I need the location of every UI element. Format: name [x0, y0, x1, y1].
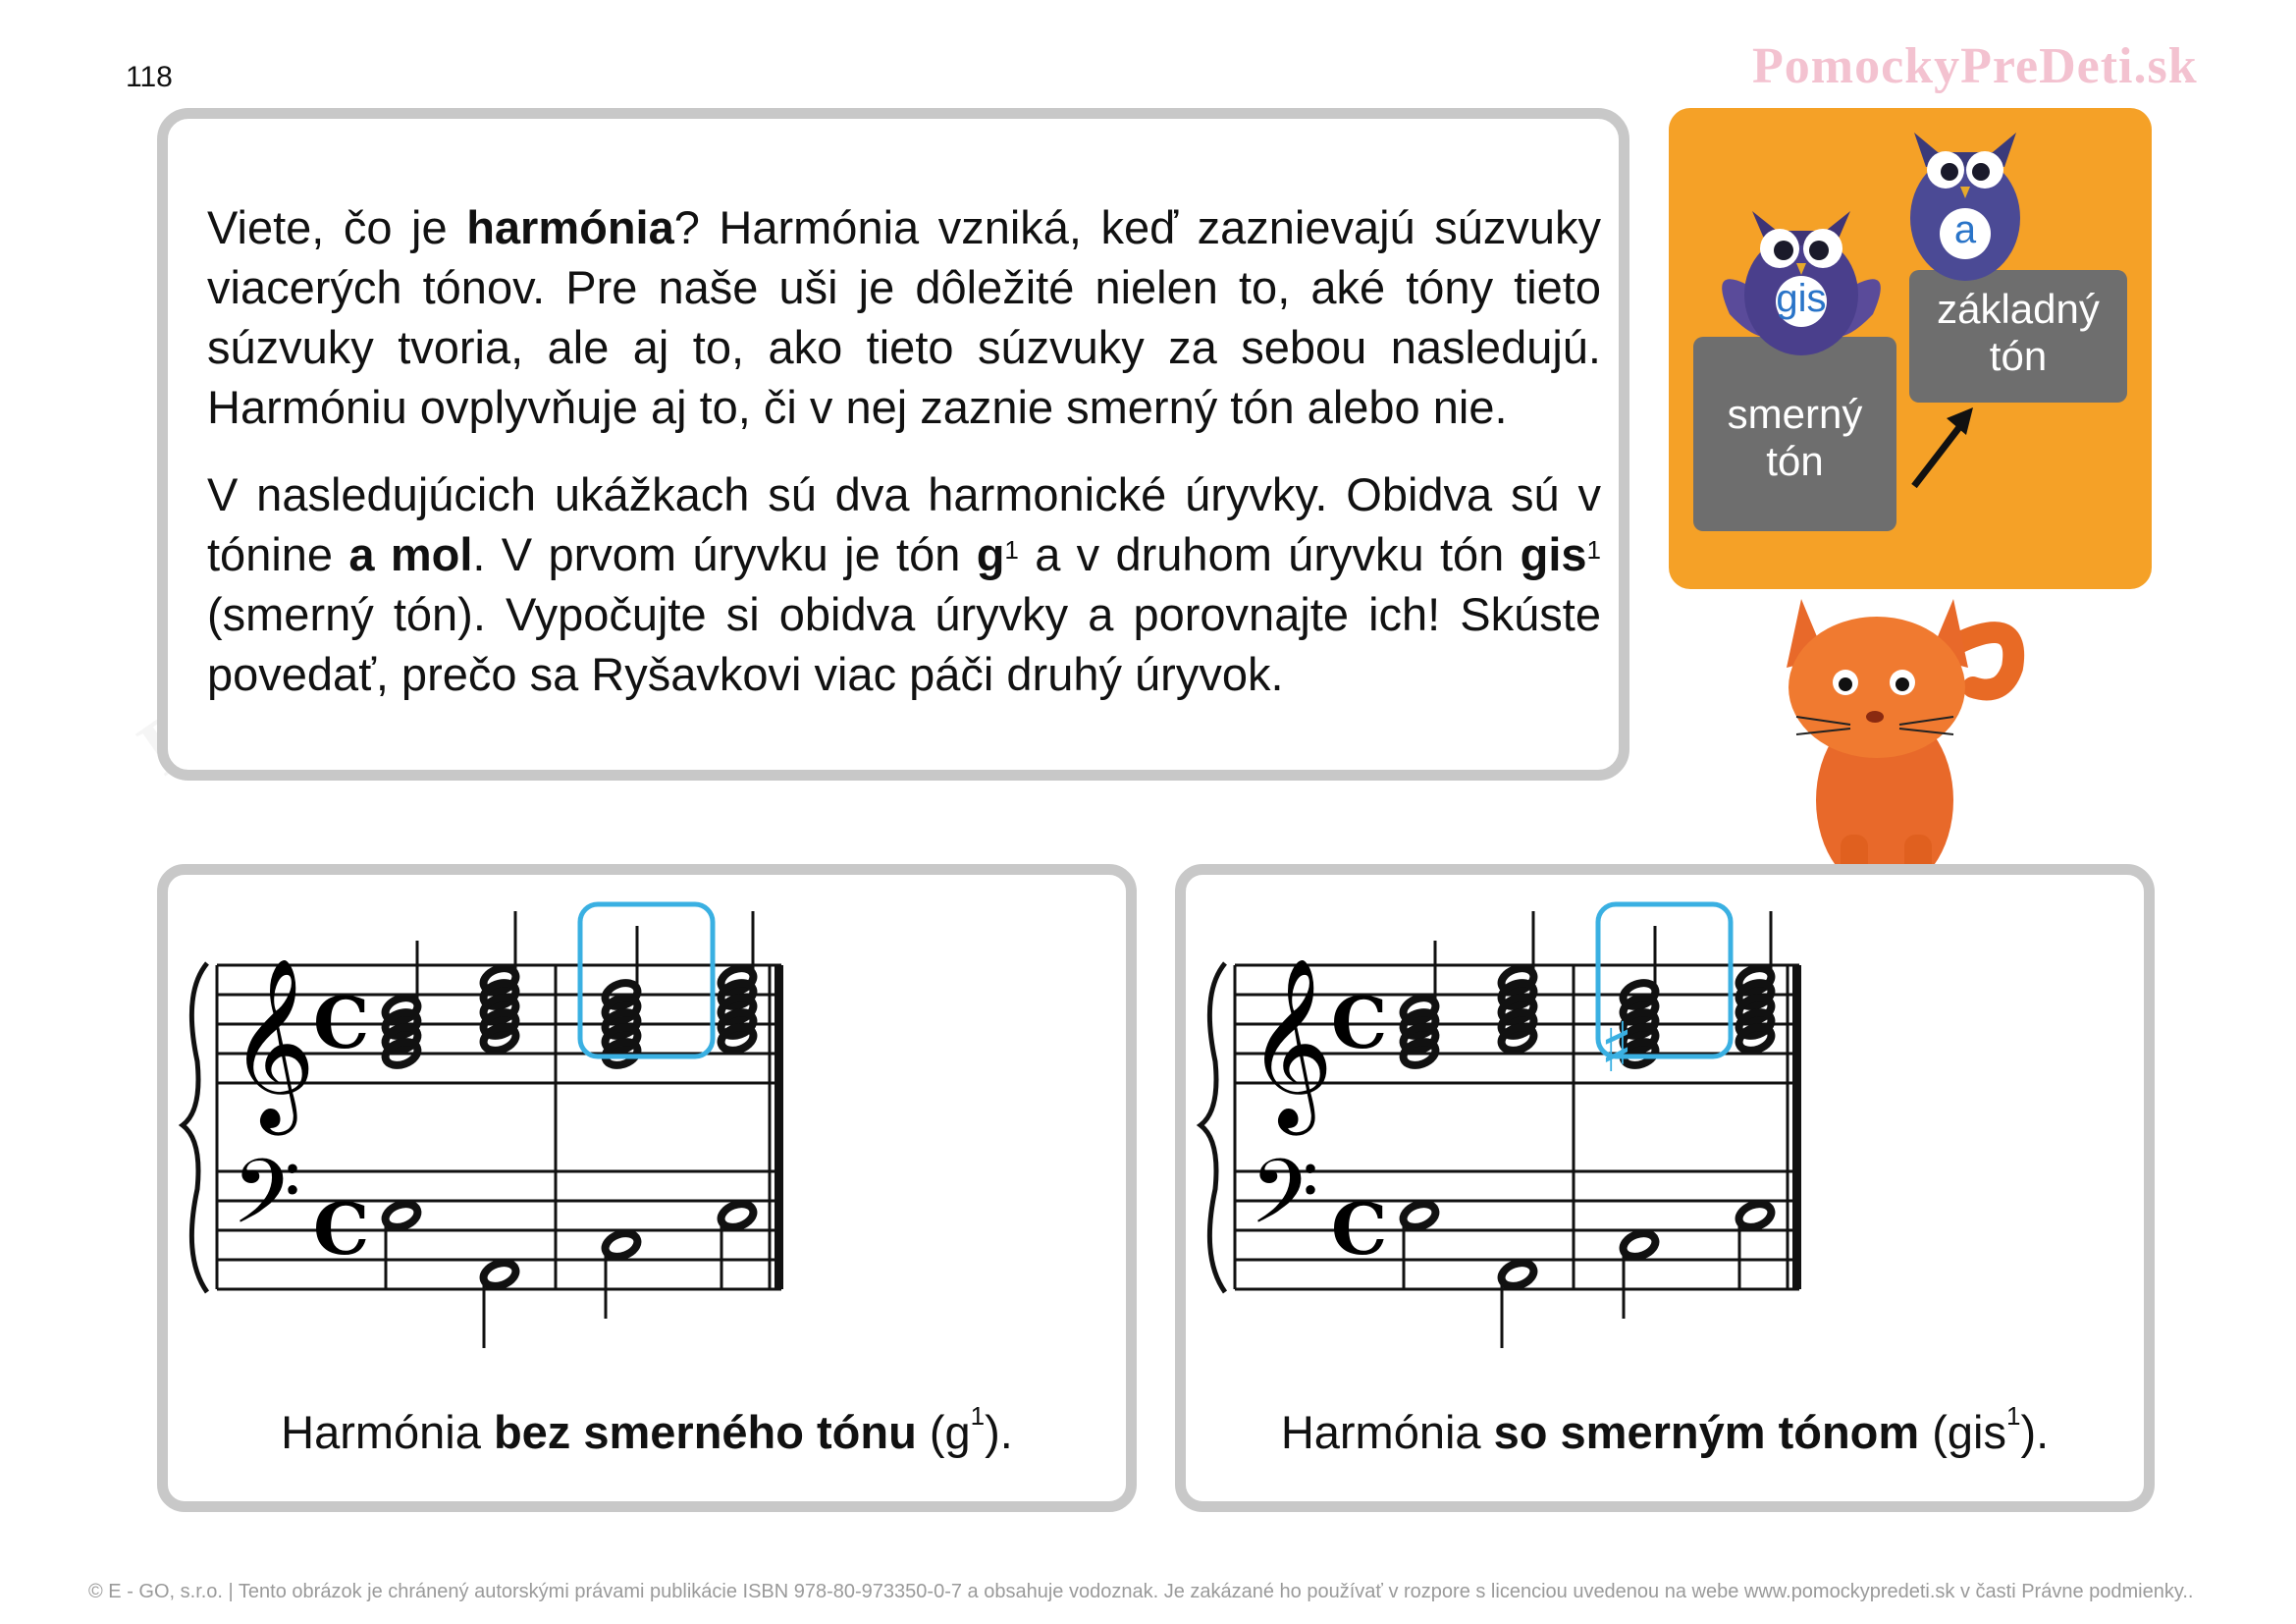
- highlight-box: [580, 904, 713, 1056]
- text-run: bez smerného tónu: [493, 1406, 917, 1458]
- sharp-icon: ♯: [1600, 1007, 1633, 1088]
- bass-clef-icon: 𝄢: [232, 1140, 301, 1266]
- note-head: [480, 1259, 518, 1290]
- score-2: [1186, 875, 2144, 1385]
- owls-svg: [1669, 108, 2152, 589]
- time-signature: C: [1331, 1187, 1388, 1271]
- note-head: [1400, 1200, 1438, 1231]
- treble-clef-icon: 𝄞: [1247, 957, 1334, 1128]
- brand-logo: PomockyPreDeti.sk: [1752, 38, 2198, 94]
- time-signature: C: [313, 1187, 370, 1271]
- note-head: [1735, 1200, 1774, 1231]
- arrow-up-right-icon: [1914, 407, 1973, 486]
- cat-icon: [1787, 599, 2013, 903]
- leading-tone-label-2: tón: [1766, 438, 1824, 484]
- owl-illustration: [1669, 108, 2152, 589]
- text-run: Harmónia: [1280, 1406, 1494, 1458]
- superscript: 1: [1586, 535, 1601, 565]
- score-1: [168, 875, 1126, 1385]
- superscript: 1: [2005, 1401, 2021, 1431]
- brace: [1201, 963, 1225, 1292]
- treble-clef-icon: 𝄞: [229, 957, 316, 1128]
- text-run: Viete, čo je: [207, 201, 467, 253]
- owl-left-label: gis: [1776, 277, 1827, 320]
- text-run: (gis: [1919, 1406, 2006, 1458]
- time-signature: C: [313, 981, 370, 1064]
- note-head: [1498, 1259, 1536, 1290]
- bass-clef-icon: 𝄢: [1250, 1140, 1319, 1266]
- note-head: [1620, 1229, 1658, 1261]
- brace: [183, 963, 207, 1292]
- text-run: V nasledujúcich ukážkach sú dva harmonické úryvky. Obidva sú v tónine: [207, 468, 1601, 580]
- owl-right-label: a: [1953, 208, 1977, 251]
- tonic-label-2: tón: [1989, 333, 2048, 379]
- final-barline: [1792, 965, 1801, 1289]
- page-number: 118: [126, 61, 173, 93]
- note-head: [382, 1200, 420, 1231]
- example-caption-1: [168, 1401, 1126, 1459]
- text-run: ).: [985, 1406, 1013, 1458]
- example-caption-2: [1186, 1401, 2144, 1459]
- superscript: 1: [1004, 535, 1019, 565]
- leading-tone-label-1: smerný: [1727, 391, 1863, 437]
- copyright-footer: © E - GO, s.r.o. | Tento obrázok je chránený autorskými právami publikácie ISBN 978-80-973350-0-7 a obsahuje vodoznak. Je zakázané ho používať v rozpore s licenciou uvedenou na webe www.pomockypredeti.sk v časti Právne podmienky..: [88, 1581, 2194, 1602]
- intro-text-panel: [157, 108, 1629, 781]
- owl-right-icon: [1910, 133, 2020, 281]
- text-run: Harmónia: [281, 1406, 494, 1458]
- intro-paragraph-2: [207, 464, 1601, 704]
- text-run: gis: [1520, 528, 1587, 580]
- text-run: harmónia: [466, 201, 674, 253]
- text-run: (smerný tón). Vypočujte si obidva úryvky a porovnajte ich! Skúste povedať, prečo sa Ryšavkovi viac páči druhý úryvok.: [207, 588, 1601, 700]
- tonic-label-1: základný: [1937, 286, 2100, 332]
- superscript: 1: [970, 1401, 986, 1431]
- text-run: (g: [916, 1406, 971, 1458]
- text-run: g: [976, 528, 1005, 580]
- note-head: [718, 1200, 756, 1231]
- text-run: a v druhom úryvku tón: [1018, 528, 1521, 580]
- text-run: . V prvom úryvku je tón: [472, 528, 977, 580]
- text-run: ? Harmónia vzniká, keď zaznievajú súzvuky viacerých tónov. Pre naše uši je dôležité nielen to, aké tóny tieto súzvuky tvoria, ale aj to, ako tieto súzvuky za sebou nasledujú. Harmóniu ovplyvňuje aj to, či v nej zaznie smerný tón alebo nie.: [207, 201, 1601, 433]
- example-panel-1: [157, 864, 1137, 1512]
- example-panel-2: [1175, 864, 2155, 1512]
- time-signature: C: [1331, 981, 1388, 1064]
- text-run: a mol: [348, 528, 473, 580]
- final-barline: [774, 965, 783, 1289]
- text-run: ).: [2020, 1406, 2050, 1458]
- intro-paragraph-1: [207, 197, 1601, 437]
- note-head: [602, 1229, 640, 1261]
- text-run: so smerným tónom: [1493, 1406, 1920, 1458]
